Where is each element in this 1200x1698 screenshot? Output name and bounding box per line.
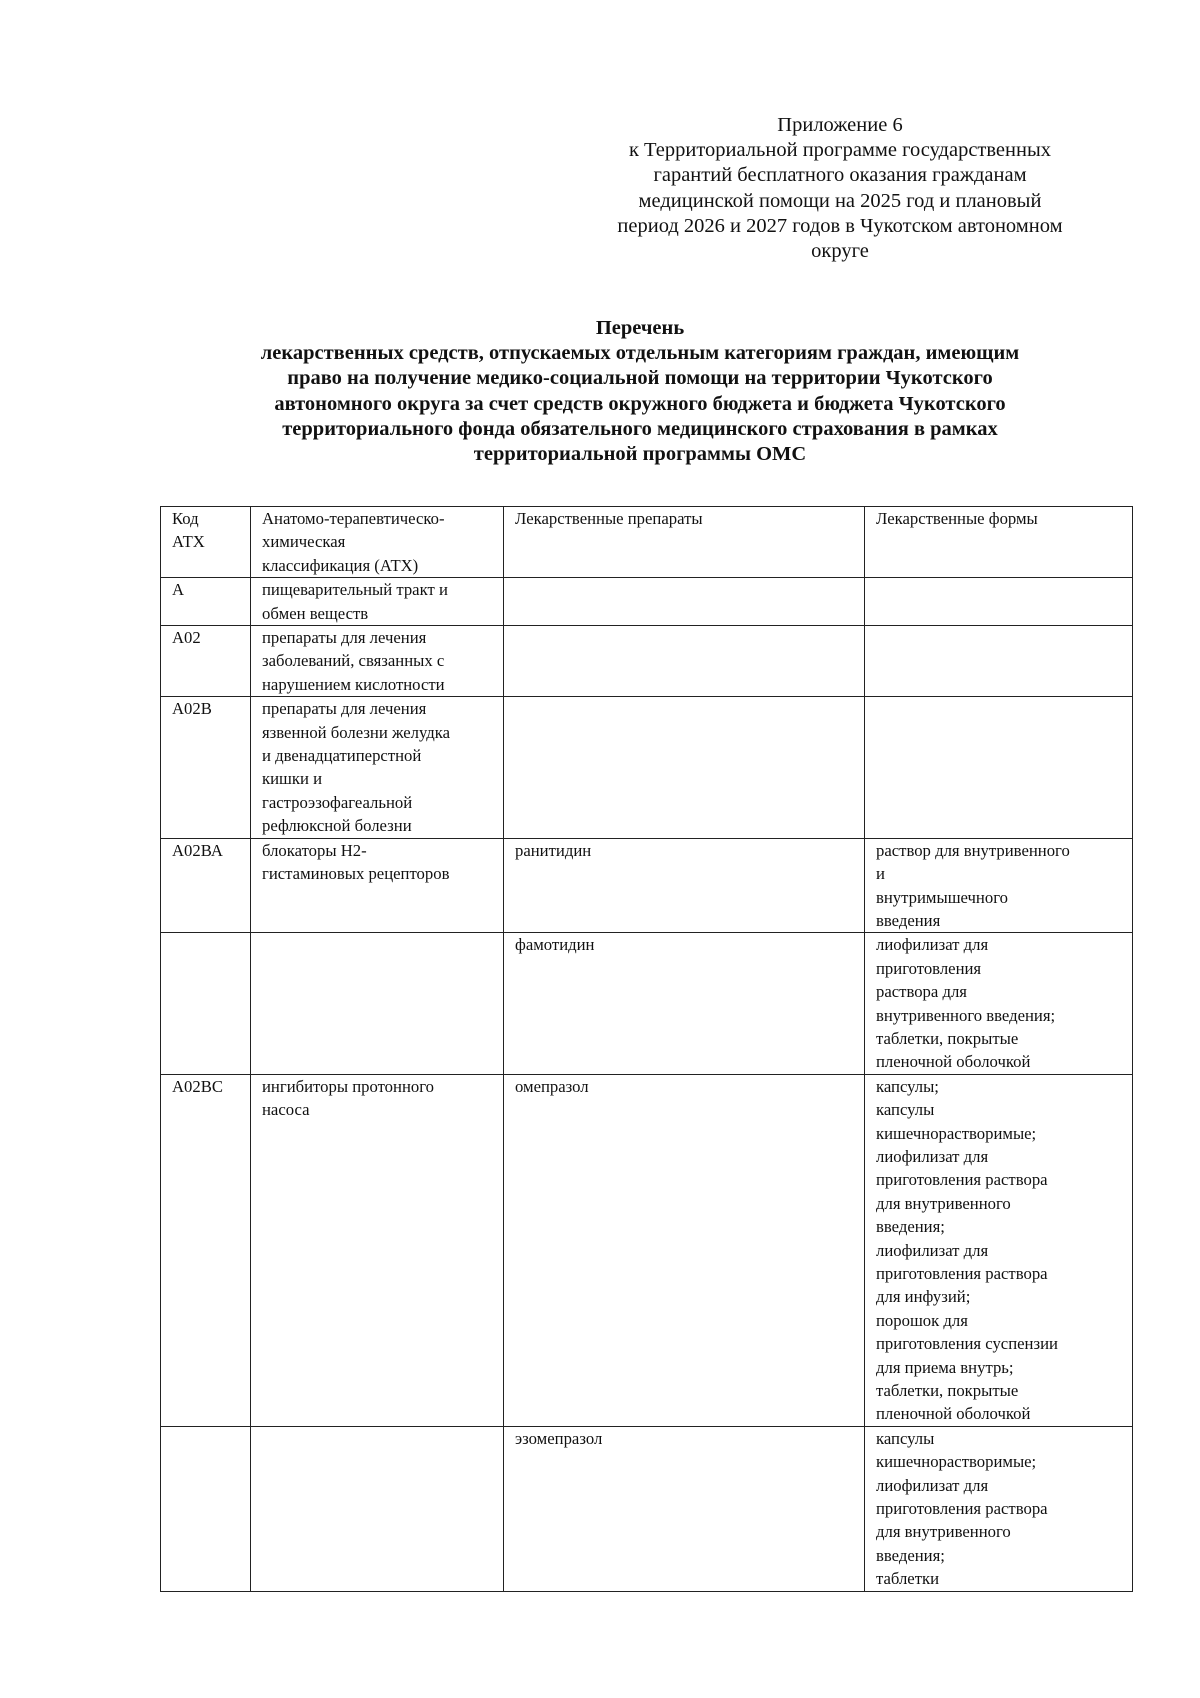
cell-line: язвенной болезни желудка [262,722,451,742]
cell-line: кишки и [262,769,323,789]
table-row [161,697,1133,838]
atx-code-cell [161,933,251,1074]
atx-code-cell [161,697,251,838]
drug-name-cell [504,1074,865,1426]
dosage-form-cell [865,626,1133,697]
title-line: лекарственных средств, отпускаемых отдельным категориям граждан, имеющим [260,342,1020,365]
cell-line: приготовления раствора [876,1264,1048,1283]
table-row [161,838,1133,933]
table-row [161,578,1133,626]
table-row [161,1074,1133,1426]
drug-name-cell [504,933,865,1074]
cell-line: пищеварительный тракт и [262,580,448,600]
cell-line: гастроэзофагеальной [262,792,413,812]
drug-name-cell [504,697,865,838]
title-line: территориальной программы ОМС [473,443,807,466]
cell-line: капсулы [876,1428,935,1448]
cell-line: пленочной оболочкой [876,1052,1031,1072]
cell-line: А02ВА [172,840,223,860]
table-header-row [161,507,1133,578]
drug-name-cell [504,578,865,626]
cell-line: приготовления раствора [876,1170,1048,1190]
dosage-form-cell [865,578,1133,626]
cell-line: обмен веществ [262,603,369,623]
cell-line: таблетки, покрытые [876,1028,1019,1048]
cell-line: введения; [876,1217,945,1237]
title-line: автономного округа за счет средств окружного бюджета и бюджета Чукотского [274,392,1006,415]
atx-code-cell [161,626,251,697]
cell-line: химическая [262,532,346,552]
cell-line: введения [876,910,941,930]
cell-line: АТХ [172,532,205,552]
cell-line: А02 [172,628,201,648]
cell-line: Лекарственные препараты [515,509,703,528]
cell-line: и [876,864,885,884]
cell-line: блокаторы Н2- [262,840,367,860]
appendix-line: округе [811,240,869,263]
dosage-form-cell [865,507,1133,578]
atx-class-cell [251,933,504,1074]
cell-line: капсулы; [876,1076,939,1096]
cell-line: препараты для лечения [262,699,427,719]
cell-line: А [172,580,185,600]
drug-name-cell [504,507,865,578]
cell-line: раствор для внутривенного [876,840,1070,860]
atx-code-cell [161,578,251,626]
drug-list-table [160,506,1133,1592]
dosage-form-cell [865,1426,1133,1591]
atx-code-cell [161,1074,251,1426]
title-line: Перечень [595,317,685,339]
cell-line: и двенадцатиперстной [262,746,422,766]
cell-line: насоса [262,1100,310,1120]
atx-class-cell [251,626,504,697]
cell-line: введения; [876,1545,945,1565]
atx-class-cell [251,507,504,578]
cell-line: лиофилизат для [876,935,989,955]
cell-line: заболеваний, связанных с [262,651,445,671]
atx-code-cell [161,838,251,933]
cell-line: ингибиторы протонного [262,1076,434,1096]
dosage-form-cell [865,1074,1133,1426]
table-row [161,933,1133,1074]
appendix-line: гарантий бесплатного оказания гражданам [653,164,1027,187]
cell-line: для инфузий; [876,1287,971,1307]
cell-line: порошок для [876,1310,968,1330]
dosage-form-cell [865,838,1133,933]
cell-line: лиофилизат для [876,1240,989,1260]
atx-class-cell [251,697,504,838]
cell-line: Код [172,509,199,528]
atx-class-cell [251,1426,504,1591]
cell-line: фамотидин [515,935,595,955]
atx-code-cell [161,507,251,578]
cell-line: пленочной оболочкой [876,1404,1031,1424]
table-body [161,507,1133,1592]
atx-code-cell [161,1426,251,1591]
drug-name-cell [504,838,865,933]
document-title [130,316,1150,467]
cell-line: капсулы [876,1100,935,1120]
cell-line: лиофилизат для [876,1475,989,1495]
dosage-form-cell [865,697,1133,838]
cell-line: эзомепразол [515,1428,603,1448]
table-row [161,626,1133,697]
cell-line: раствора для [876,982,967,1002]
drug-name-cell [504,1426,865,1591]
title-line: территориального фонда обязательного медицинского страхования в рамках [282,417,998,440]
cell-line: внутримышечного [876,887,1008,907]
cell-line: приготовления [876,958,982,978]
appendix-line: медицинской помощи на 2025 год и плановый [638,189,1042,212]
appendix-line: период 2026 и 2027 годов в Чукотском автономном [617,214,1063,237]
cell-line: для внутривенного [876,1193,1011,1213]
cell-line: нарушением кислотности [262,674,445,694]
cell-line: препараты для лечения [262,628,427,648]
title-line: право на получение медико-социальной помощи на территории Чукотского [287,367,993,390]
appendix-line: к Территориальной программе государственных [628,139,1052,162]
dosage-form-cell [865,933,1133,1074]
cell-line: приготовления раствора [876,1499,1048,1519]
cell-line: А02ВС [172,1076,223,1096]
appendix-note [570,113,1110,264]
cell-line: ранитидин [515,840,592,860]
cell-line: лиофилизат для [876,1146,989,1166]
cell-line: внутривенного введения; [876,1005,1056,1025]
cell-line: омепразол [515,1076,589,1096]
cell-line: приготовления суспензии [876,1334,1058,1354]
cell-line: кишечнорастворимые; [876,1452,1037,1472]
cell-line: таблетки [876,1569,940,1589]
atx-class-cell [251,1074,504,1426]
cell-line: рефлюксной болезни [262,816,412,836]
cell-line: для приема внутрь; [876,1357,1014,1377]
cell-line: кишечнорастворимые; [876,1123,1037,1143]
cell-line: для внутривенного [876,1522,1011,1542]
cell-line: А02В [172,699,212,719]
atx-class-cell [251,578,504,626]
drug-name-cell [504,626,865,697]
atx-class-cell [251,838,504,933]
cell-line: Лекарственные формы [876,509,1038,528]
table-row [161,1426,1133,1591]
cell-line: Анатомо-терапевтическо- [262,509,445,528]
cell-line: классификация (АТХ) [262,555,419,575]
appendix-line: Приложение 6 [777,114,903,136]
cell-line: гистаминовых рецепторов [262,864,450,884]
cell-line: таблетки, покрытые [876,1381,1019,1401]
